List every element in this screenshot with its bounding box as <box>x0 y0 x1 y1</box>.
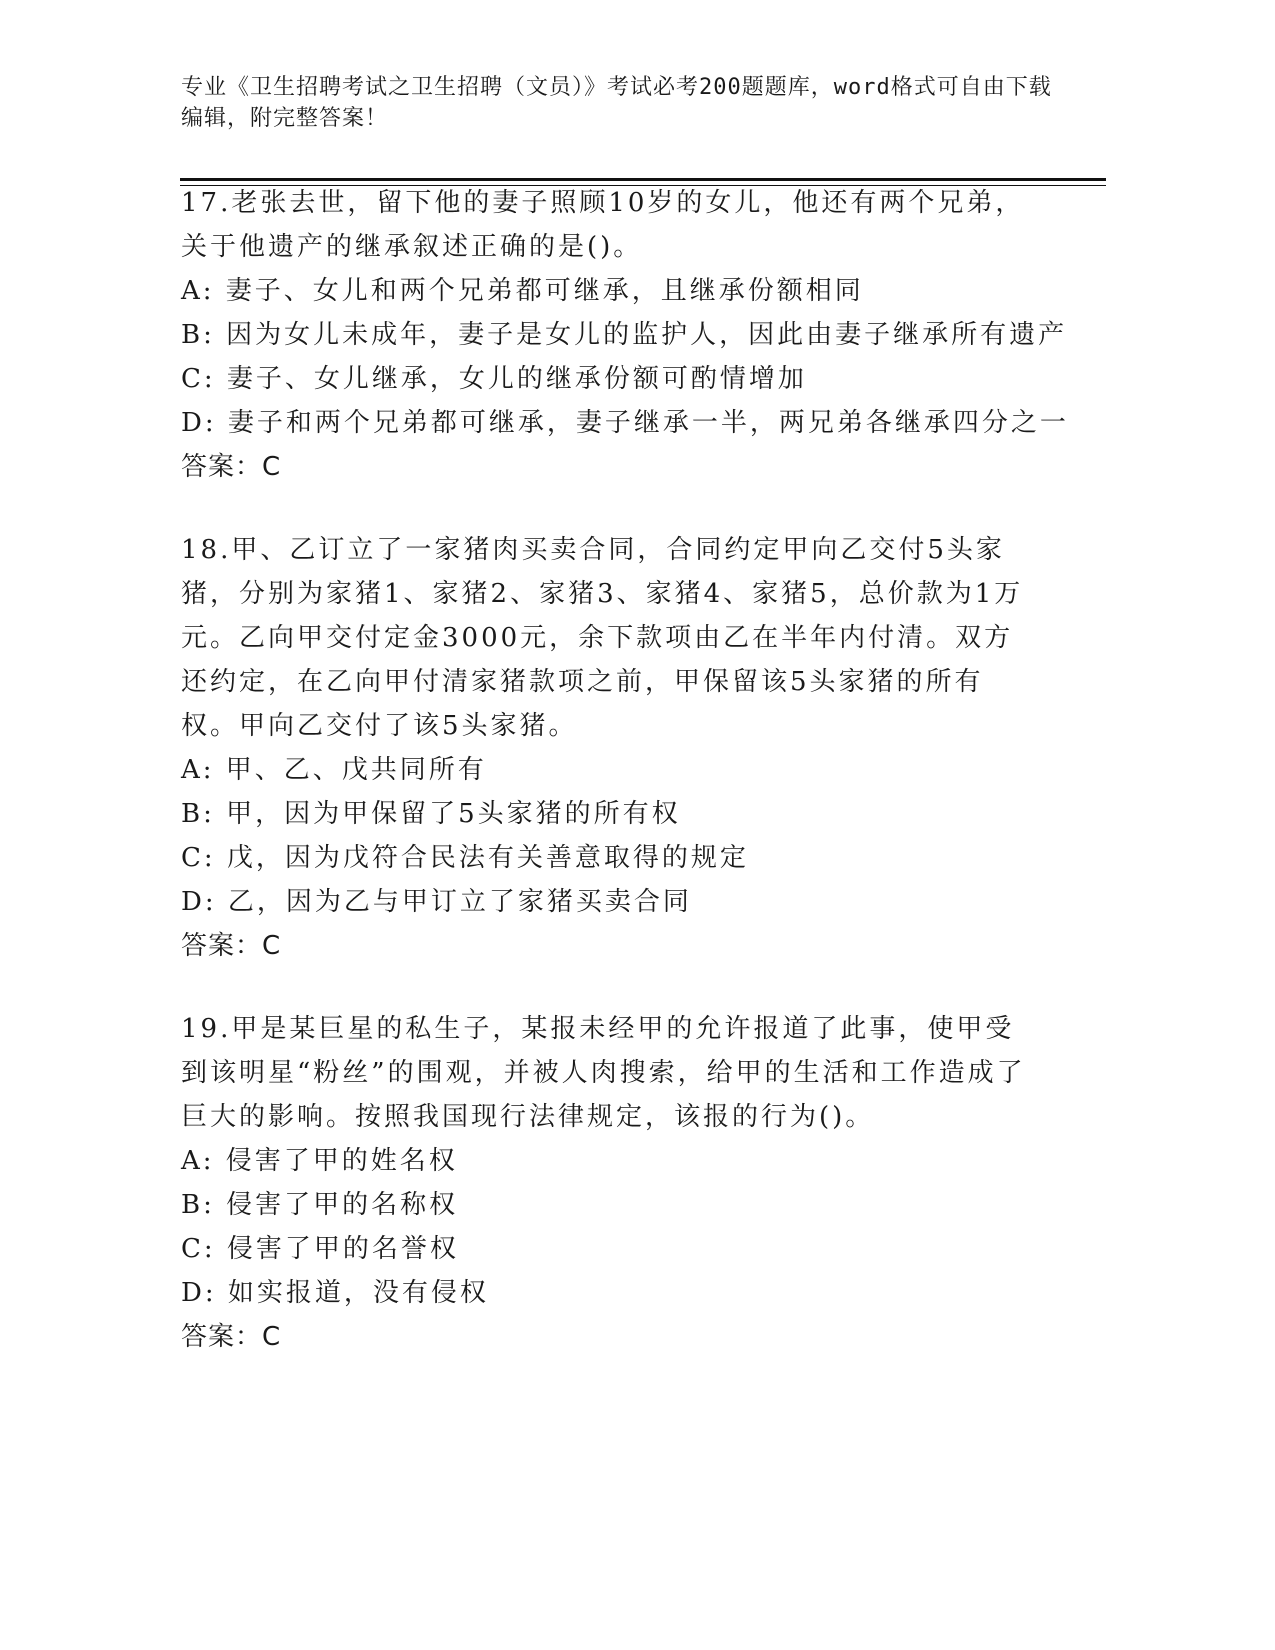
option-d: D: 如实报道，没有侵权 <box>181 1278 489 1308</box>
option-b: B: 因为女儿未成年，妻子是女儿的监护人，因此由妻子继承所有遗产 <box>181 320 1068 350</box>
option-c: C: 侵害了甲的名誉权 <box>181 1234 459 1264</box>
option-d: D: 乙，因为乙与甲订立了家猪买卖合同 <box>181 887 692 917</box>
option-d: D: 妻子和两个兄弟都可继承，妻子继承一半，两兄弟各继承四分之一 <box>181 408 1069 438</box>
question-18 <box>181 528 1041 968</box>
answer: 答案：C <box>181 931 282 961</box>
question-stem: 18.甲、乙订立了一家猪肉买卖合同，合同约定甲向乙交付5头家猪，分别为家猪1、家猪2、家猪3、家猪4、家猪5，总价款为1万元。乙向甲交付定金3000元，余下款项由乙在半年内付清。双方还约定，在乙向甲付清家猪款项之前，甲保留该5头家猪的所有权。甲向乙交付了该5头家猪。 <box>181 535 1024 741</box>
question-stem: 17.老张去世，留下他的妻子照顾10岁的女儿，他还有两个兄弟，关于他遗产的继承叙述正确的是()。 <box>181 188 1025 262</box>
option-b: B: 甲，因为甲保留了5头家猪的所有权 <box>181 799 681 829</box>
option-c: C: 戊，因为戊符合民法有关善意取得的规定 <box>181 843 749 873</box>
question-19 <box>181 1007 1041 1359</box>
question-stem: 19.甲是某巨星的私生子，某报未经甲的允许报道了此事，使甲受到该明星“粉丝”的围观，并被人肉搜索，给甲的生活和工作造成了巨大的影响。按照我国现行法律规定，该报的行为()。 <box>181 1014 1026 1132</box>
document-header: 专业《卫生招聘考试之卫生招聘（文员）》考试必考200题题库，word格式可自由下载编辑，附完整答案！ <box>181 75 1052 131</box>
option-b: B: 侵害了甲的名称权 <box>181 1190 459 1220</box>
option-a: A: 妻子、女儿和两个兄弟都可继承，且继承份额相同 <box>181 276 864 306</box>
option-a: A: 甲、乙、戊共同所有 <box>181 755 487 785</box>
option-a: A: 侵害了甲的姓名权 <box>181 1146 458 1176</box>
option-c: C: 妻子、女儿继承，女儿的继承份额可酌情增加 <box>181 364 807 394</box>
answer: 答案：C <box>181 1322 282 1352</box>
answer: 答案：C <box>181 452 282 482</box>
question-17 <box>181 181 1069 489</box>
